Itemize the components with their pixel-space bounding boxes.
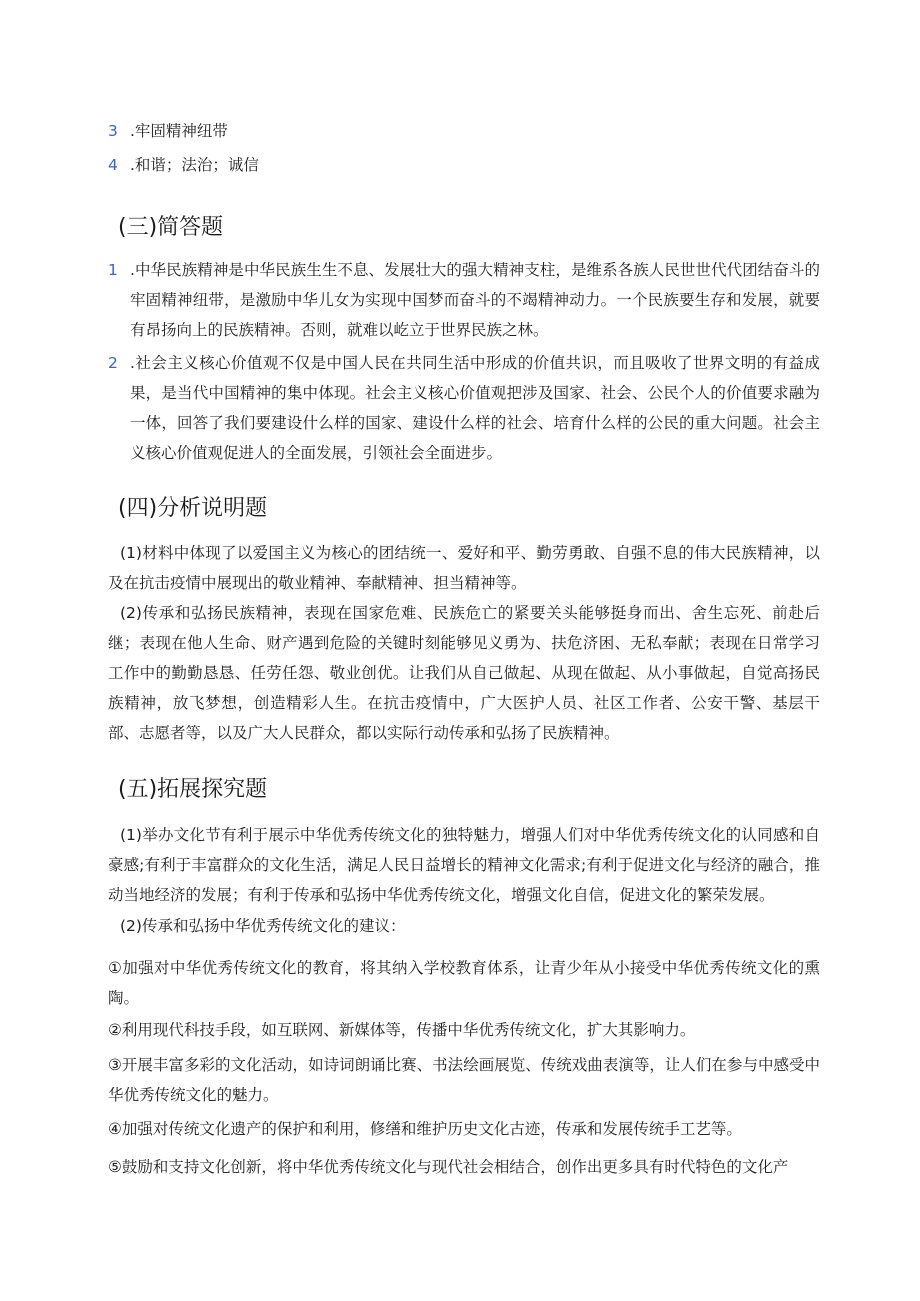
paragraph-text: (1)材料中体现了以爱国主义为核心的团结统一、爱好和平、勤劳勇敢、自强不息的伟大民族精神，以及在抗击疫情中展现出的敬业精神、奉献精神、担当精神等。 xyxy=(108,544,820,592)
suggestion-1: ①加强对中华优秀传统文化的教育，将其纳入学校教育体系，让青少年从小接受中华优秀传统文化的熏陶。 xyxy=(108,959,820,1007)
paragraph-text: (2)传承和弘扬中华优秀传统文化的建议： xyxy=(120,917,406,935)
item-number: 3 xyxy=(108,122,118,140)
suggestion-4: ④加强对传统文化遗产的保护和利用，修缮和维护历史文化古迹，传承和发展传统手工艺等。 xyxy=(108,1120,742,1138)
short-answer-item-2 xyxy=(108,348,820,468)
fill-item-3 xyxy=(108,116,820,146)
extension-paragraph-2 xyxy=(108,911,820,941)
item-text: .和谐；法治；诚信 xyxy=(130,156,259,174)
short-answer-item-1 xyxy=(108,255,820,345)
item-text: .社会主义核心价值观不仅是中国人民在共同生活中形成的价值共识，而且吸收了世界文明的有益成果，是当代中国精神的集中体现。社会主义核心价值观把涉及国家、社会、公民个人的价值要求融为一体，回答了我们要建设什么样的国家、建设什么样的社会、培育什么样的公民的重大问题。社会主义核心价值观促进人的全面发展，引领社会全面进步。 xyxy=(130,354,820,462)
section-heading-extension: (五)拓展探究题 xyxy=(118,777,268,802)
analysis-paragraph-2 xyxy=(108,598,820,748)
section-heading-analysis: (四)分析说明题 xyxy=(118,496,268,521)
item-number: 1 xyxy=(108,261,118,279)
extension-paragraph-1 xyxy=(108,820,820,910)
section-heading-short-answer: (三)简答题 xyxy=(118,215,224,240)
suggestion-2: ②利用现代科技手段，如互联网、新媒体等，传播中华优秀传统文化，扩大其影响力。 xyxy=(108,1021,696,1039)
suggestion-3: ③开展丰富多彩的文化活动，如诗词朗诵比赛、书法绘画展览、传统戏曲表演等，让人们在参与中感受中华优秀传统文化的魅力。 xyxy=(108,1056,820,1104)
item-text: .牢固精神纽带 xyxy=(130,122,228,140)
paragraph-text: (1)举办文化节有利于展示中华优秀传统文化的独特魅力，增强人们对中华优秀传统文化的认同感和自豪感;有利于丰富群众的文化生活，满足人民日益增长的精神文化需求;有利于促进文化与经济的融合，推动当地经济的发展；有利于传承和弘扬中华优秀传统文化，增强文化自信，促进文化的繁荣发展。 xyxy=(108,826,820,904)
paragraph-text: (2)传承和弘扬民族精神，表现在国家危难、民族危亡的紧要关头能够挺身而出、舍生忘死、前赴后继；表现在他人生命、财产遇到危险的关键时刻能够见义勇为、扶危济困、无私奉献；表现在日常学习工作中的勤勤恳恳、任劳任怨、敬业创优。让我们从自己做起、从现在做起、从小事做起，自觉高扬民族精神，放飞梦想，创造精彩人生。在抗击疫情中，广大医护人员、社区工作者、公安干警、基层干部、志愿者等，以及广大人民群众，都以实际行动传承和弘扬了民族精神。 xyxy=(108,604,820,742)
item-text: .中华民族精神是中华民族生生不息、发展壮大的强大精神支柱，是维系各族人民世世代代团结奋斗的牢固精神纽带，是激励中华儿女为实现中国梦而奋斗的不竭精神动力。一个民族要生存和发展，就要有昂扬向上的民族精神。否则，就难以屹立于世界民族之林。 xyxy=(130,261,820,339)
item-number: 4 xyxy=(108,156,118,174)
suggestion-5: ⑤鼓励和支持文化创新，将中华优秀传统文化与现代社会相结合，创作出更多具有时代特色的文化产 xyxy=(108,1158,789,1176)
fill-item-4 xyxy=(108,150,820,180)
analysis-paragraph-1 xyxy=(108,538,820,598)
item-number: 2 xyxy=(108,354,118,372)
